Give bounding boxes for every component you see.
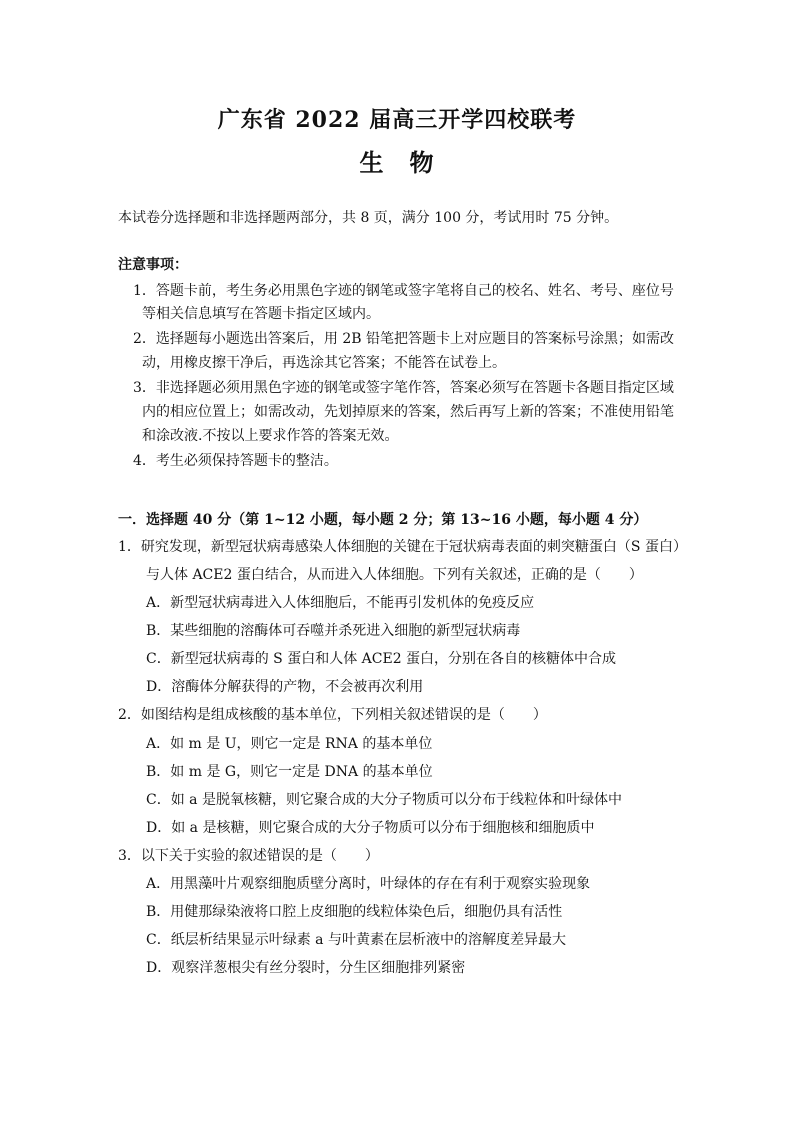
question-2-option-a: A．如 m 是 U，则它一定是 RNA 的基本单位: [146, 736, 433, 752]
subject-title: 生 物: [359, 148, 435, 177]
notice-item-4-line-1: 4．考生必须保持答题卡的整洁。: [133, 453, 338, 469]
question-1-option-c: C．新型冠状病毒的 S 蛋白和人体 ACE2 蛋白，分别在各自的核糖体中合成: [146, 651, 617, 667]
question-1-stem-line-2: 与人体 ACE2 蛋白结合，从而进入人体细胞。下列有关叙述，正确的是（ ）: [146, 567, 643, 583]
question-1-option-b: B．某些细胞的溶酶体可吞噬并杀死进入细胞的新型冠状病毒: [146, 623, 521, 639]
notice-item-1-line-2: 等相关信息填写在答题卡指定区域内。: [142, 306, 380, 322]
question-2-option-c: C．如 a 是脱氧核糖，则它聚合成的大分子物质可以分布于线粒体和叶绿体中: [146, 792, 622, 808]
notice-item-2-line-2: 动，用橡皮擦干净后，再选涂其它答案；不能答在试卷上。: [142, 355, 506, 371]
question-3-option-c: C．纸层析结果显示叶绿素 a 与叶黄素在层析液中的溶解度差异最大: [146, 932, 566, 948]
question-2-stem-line-1: 2．如图结构是组成核酸的基本单位，下列相关叙述错误的是（ ）: [118, 707, 547, 723]
notice-item-1-line-1: 1．答题卡前，考生务必用黑色字迹的钢笔或签字笔将自己的校名、姓名、考号、座位号: [133, 283, 674, 299]
intro-text: 本试卷分选择题和非选择题两部分，共 8 页，满分 100 分，考试用时 75 分钟。: [118, 210, 619, 226]
question-1-option-d: D．溶酶体分解获得的产物，不会被再次利用: [146, 679, 424, 695]
notice-item-3-line-2: 内的相应位置上；如需改动，先划掉原来的答案，然后再写上新的答案；不准使用铅笔: [142, 404, 674, 420]
question-1-stem-line-1: 1．研究发现，新型冠状病毒感染人体细胞的关键在于冠状病毒表面的刺突糖蛋白（S 蛋白）: [118, 539, 687, 555]
question-3-option-d: D．观察洋葱根尖有丝分裂时，分生区细胞排列紧密: [146, 960, 466, 976]
notice-item-3-line-1: 3．非选择题必须用黑色字迹的钢笔或签字笔作答，答案必须写在答题卡各题目指定区域: [133, 380, 674, 396]
notice-item-3-line-3: 和涂改液.不按以上要求作答的答案无效。: [142, 428, 399, 444]
question-2-option-d: D．如 a 是核糖，则它聚合成的大分子物质可以分布于细胞核和细胞质中: [146, 820, 595, 836]
question-3-option-b: B．用健那绿染液将口腔上皮细胞的线粒体染色后，细胞仍具有活性: [146, 904, 563, 920]
notice-item-2-line-1: 2．选择题每小题选出答案后，用 2B 铅笔把答题卡上对应题目的答案标号涂黑；如需改: [133, 331, 675, 347]
section-heading: 一．选择题 40 分（第 1~12 小题，每小题 2 分；第 13~16 小题，每小题 4 分）: [118, 512, 648, 528]
notice-heading: 注意事项：: [118, 257, 188, 273]
question-3-stem-line-1: 3．以下关于实验的叙述错误的是（ ）: [118, 848, 379, 864]
exam-title: 广东省 2022 届高三开学四校联考: [217, 107, 577, 133]
question-3-option-a: A．用黑藻叶片观察细胞质壁分离时，叶绿体的存在有利于观察实验现象: [146, 876, 591, 892]
question-2-option-b: B．如 m 是 G，则它一定是 DNA 的基本单位: [146, 764, 433, 780]
question-1-option-a: A．新型冠状病毒进入人体细胞后，不能再引发机体的免疫反应: [146, 595, 535, 611]
